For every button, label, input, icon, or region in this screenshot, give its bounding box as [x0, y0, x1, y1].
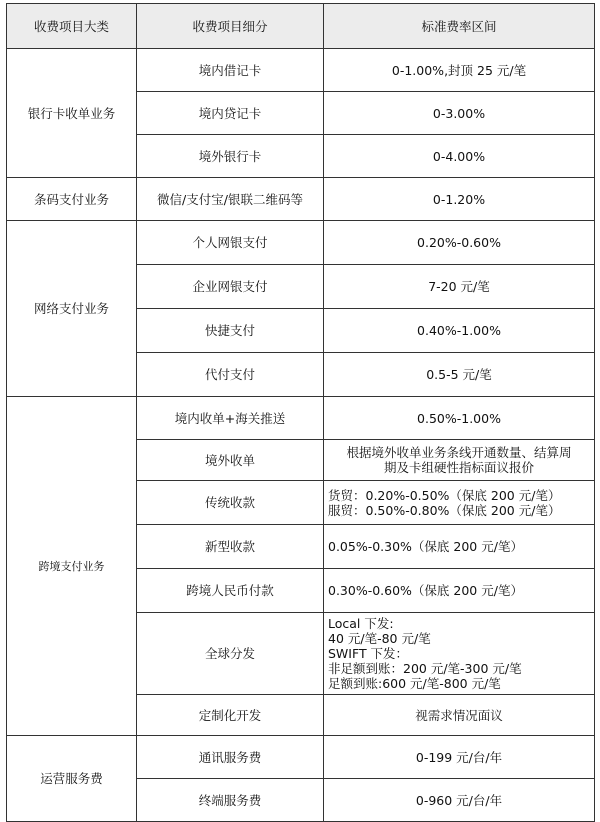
rate-cell: [324, 613, 595, 695]
table-row: [7, 736, 595, 779]
rate-cell: [324, 178, 595, 221]
rate-line: 0.20%-0.60%: [417, 235, 501, 250]
table-row: [7, 221, 595, 265]
rate-cell: [324, 695, 595, 736]
header-rate-range: 标准费率区间: [324, 4, 595, 49]
rate-line: 服贸：0.50%-0.80%（保底 200 元/笔）: [328, 502, 561, 518]
subcategory-cell: 跨境人民币付款: [137, 569, 324, 613]
rate-line: 期及卡组硬性指标面议报价: [383, 460, 534, 475]
rate-line: 0-3.00%: [432, 105, 486, 121]
subcategory-cell: 新型收款: [137, 525, 324, 569]
rate-line: 0.50%-1.00%: [417, 410, 501, 426]
rate-cell: [324, 265, 595, 309]
subcategory-cell: 全球分发: [137, 613, 324, 695]
fee-schedule-table: [6, 3, 595, 822]
rate-line: 40 元/笔-80 元/笔: [328, 631, 431, 646]
rate-cell: [324, 525, 595, 569]
subcategory-cell: 境内借记卡: [137, 49, 324, 92]
rate-cell: [324, 440, 595, 481]
category-cell: 银行卡收单业务: [7, 49, 137, 178]
subcategory-cell: 微信/支付宝/银联二维码等: [137, 178, 324, 221]
header-subcategory: 收费项目细分: [137, 4, 324, 49]
rate-line: 货贸：0.20%-0.50%（保底 200 元/笔）: [328, 487, 561, 503]
rate-line: 0.5-5 元/笔: [426, 367, 492, 382]
subcategory-cell: 传统收款: [137, 481, 324, 525]
subcategory-cell: 代付支付: [137, 353, 324, 397]
rate-cell: [324, 736, 595, 779]
subcategory-cell: 个人网银支付: [137, 221, 324, 265]
category-cell: 跨境支付业务: [7, 397, 137, 736]
category-cell: 运营服务费: [7, 736, 137, 822]
subcategory-cell: 企业网银支付: [137, 265, 324, 309]
rate-cell: [324, 397, 595, 440]
rate-line: 非足额到账：200 元/笔-300 元/笔: [328, 661, 522, 676]
rate-line: 0-960 元/台/年: [415, 792, 503, 808]
subcategory-cell: 终端服务费: [137, 779, 324, 822]
rate-line: 视需求情况面议: [415, 707, 503, 723]
rate-cell: [324, 49, 595, 92]
category-cell: 网络支付业务: [7, 221, 137, 397]
subcategory-cell: 境外收单: [137, 440, 324, 481]
rate-cell: [324, 221, 595, 265]
subcategory-cell: 定制化开发: [137, 695, 324, 736]
rate-line: 足额到账:600 元/笔-800 元/笔: [328, 676, 501, 691]
rate-line: 7-20 元/笔: [428, 279, 490, 294]
rate-line: Local 下发:: [328, 616, 394, 631]
rate-line: 根据境外收单业务条线开通数量、结算周: [346, 445, 572, 460]
rate-cell: [324, 309, 595, 353]
rate-line: 0-1.20%: [432, 191, 486, 207]
rate-cell: [324, 569, 595, 613]
table-row: [7, 49, 595, 92]
subcategory-cell: 境外银行卡: [137, 135, 324, 178]
rate-line: 0.40%-1.00%: [417, 323, 501, 338]
header-category: 收费项目大类: [7, 4, 137, 49]
subcategory-cell: 通讯服务费: [137, 736, 324, 779]
category-cell: 条码支付业务: [7, 178, 137, 221]
subcategory-cell: 境内贷记卡: [137, 92, 324, 135]
table-row: [7, 397, 595, 440]
subcategory-cell: 快捷支付: [137, 309, 324, 353]
rate-line: 0.05%-0.30%（保底 200 元/笔）: [328, 539, 523, 554]
table-header-row: [7, 4, 595, 49]
rate-line: 0-4.00%: [432, 148, 486, 164]
rate-line: 0-199 元/台/年: [415, 749, 503, 765]
rate-line: 0.30%-0.60%（保底 200 元/笔）: [328, 583, 523, 598]
rate-line: 0-1.00%,封顶 25 元/笔: [391, 62, 527, 78]
table-row: [7, 178, 595, 221]
rate-cell: [324, 92, 595, 135]
rate-line: SWIFT 下发：: [328, 646, 409, 661]
rate-cell: [324, 481, 595, 525]
rate-cell: [324, 135, 595, 178]
rate-cell: [324, 779, 595, 822]
rate-cell: [324, 353, 595, 397]
subcategory-cell: 境内收单+海关推送: [137, 397, 324, 440]
